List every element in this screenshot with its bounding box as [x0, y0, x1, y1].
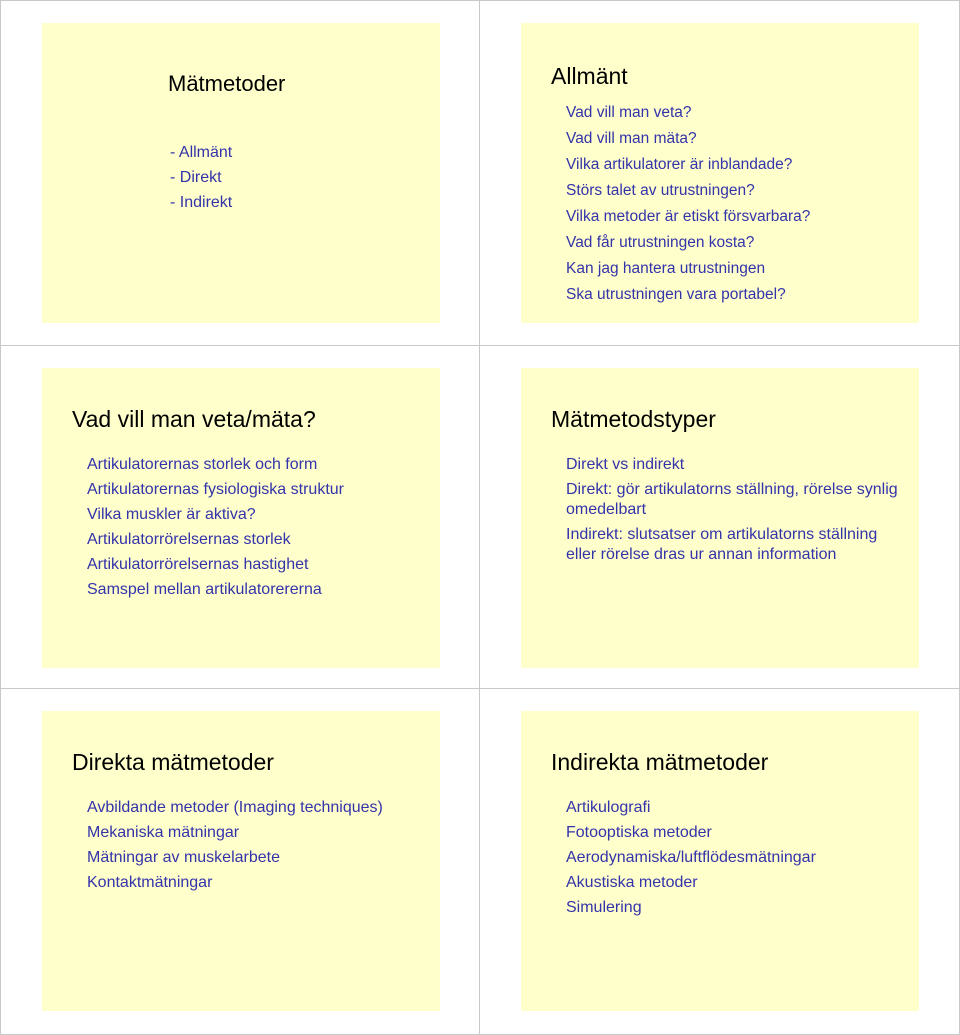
list-item: - Indirekt	[170, 194, 233, 211]
slide-cell-5	[0, 689, 480, 1035]
slide-1	[42, 23, 440, 323]
list-item: Vad vill man veta?	[566, 104, 692, 121]
slide-cell-1	[0, 0, 480, 346]
list-item: Direkt: gör artikulatorns ställning, rörelse synlig omedelbart	[566, 481, 898, 518]
slide-cell-4	[480, 346, 960, 689]
list-item: Indirekt: slutsatser om artikulatorns ställning eller rörelse dras ur annan information	[566, 526, 878, 563]
slide-cell-3	[0, 346, 480, 689]
slide-title: Mätmetodstyper	[551, 406, 716, 432]
list-item: Artikulatorernas fysiologiska struktur	[87, 481, 344, 498]
list-item: Samspel mellan artikulatorererna	[87, 581, 322, 598]
slide-6	[521, 711, 919, 1011]
list-item: Vad vill man mäta?	[566, 130, 697, 147]
slide-5	[42, 711, 440, 1011]
slide-bullet-list	[566, 103, 905, 311]
list-item: Avbildande metoder (Imaging techniques)	[87, 799, 383, 816]
list-item: Vilka muskler är aktiva?	[87, 506, 256, 523]
slide-title: Direkta mätmetoder	[72, 749, 274, 775]
list-item: Artikulatorrörelsernas hastighet	[87, 556, 309, 573]
list-item: Vilka metoder är etiskt försvarbara?	[566, 208, 811, 225]
list-item: Ska utrustningen vara portabel?	[566, 286, 786, 303]
slide-bullet-list	[566, 455, 905, 570]
list-item: Vilka artikulatorer är inblandade?	[566, 156, 793, 173]
list-item: Mätningar av muskelarbete	[87, 849, 280, 866]
list-item: Fotooptiska metoder	[566, 824, 712, 841]
list-item: - Allmänt	[170, 144, 233, 161]
list-item: Simulering	[566, 899, 642, 916]
slide-title: Mätmetoder	[168, 71, 286, 96]
list-item: Vad får utrustningen kosta?	[566, 234, 755, 251]
slide-title: Allmänt	[551, 63, 628, 89]
list-item: Direkt vs indirekt	[566, 456, 685, 473]
slide-bullet-list	[170, 143, 426, 218]
list-item: Aerodynamiska/luftflödesmätningar	[566, 849, 816, 866]
list-item: Artikulatorrörelsernas storlek	[87, 531, 291, 548]
slide-bullet-list	[87, 798, 426, 898]
slide-2	[521, 23, 919, 323]
list-item: Störs talet av utrustningen?	[566, 182, 755, 199]
slide-3	[42, 368, 440, 668]
list-item: - Direkt	[170, 169, 222, 186]
slide-title: Vad vill man veta/mäta?	[72, 406, 316, 432]
list-item: Kontaktmätningar	[87, 874, 213, 891]
slide-title: Indirekta mätmetoder	[551, 749, 769, 775]
slide-4	[521, 368, 919, 668]
list-item: Akustiska metoder	[566, 874, 698, 891]
slide-cell-2	[480, 0, 960, 346]
slide-bullet-list	[87, 455, 426, 605]
list-item: Kan jag hantera utrustningen	[566, 260, 766, 277]
list-item: Artikulatorernas storlek och form	[87, 456, 318, 473]
slide-cell-6	[480, 689, 960, 1035]
list-item: Mekaniska mätningar	[87, 824, 240, 841]
list-item: Artikulografi	[566, 799, 651, 816]
slide-bullet-list	[566, 798, 905, 923]
